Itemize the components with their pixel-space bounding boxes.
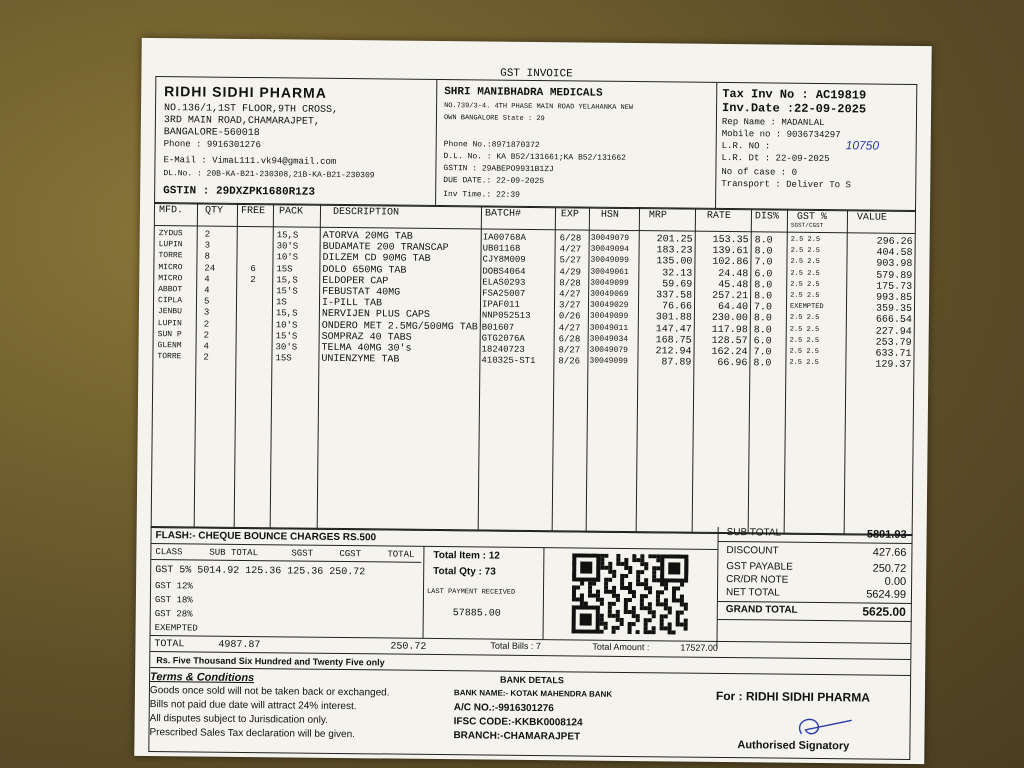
seller-dl: DL.No. : 20B-KA-B21-230308,21B-KA-B21-230309 [163,169,375,181]
cell-desc: UNIENZYME TAB [321,353,400,366]
tax-row-exempted: EXEMPTED [154,623,198,634]
cell-mfd: TORRE [158,251,183,261]
cell-exp: 5/27 [559,255,582,266]
cell-value: 579.89 [876,270,913,282]
cell-gst: 2.5 2.5 [790,280,820,289]
cell-pack: 30'S [275,342,298,353]
cell-dis: 8.0 [753,313,772,325]
cell-mrp: 32.13 [662,267,693,280]
rep-name: Rep Name : MADANLAL [721,116,825,129]
cell-rate: 24.48 [718,268,749,280]
cell-desc: ATORVA 20MG TAB [322,230,413,243]
cell-desc: BUDAMATE 200 TRANSCAP [322,241,449,255]
inv-no: Tax Inv No : AC19819 [722,86,867,103]
cell-mrp: 201.25 [656,234,693,246]
cell-desc: TELMA 40MG 30's [321,342,412,355]
cell-mrp: 59.69 [662,279,693,291]
items-table [151,202,916,536]
cell-dis: 8.0 [754,291,773,303]
cell-value: 633.71 [875,348,912,360]
cell-mrp: 135.00 [656,256,693,269]
cell-mrp: 301.88 [655,312,692,325]
cell-free: 2 [250,274,256,285]
cell-hsn: 30049099 [590,278,629,288]
cell-rate: 257.21 [712,290,749,303]
col-hsn: HSN [600,209,620,221]
cell-gst: 2.5 2.5 [790,258,820,267]
tax-col-sub: SUB TOTAL [209,547,259,559]
cell-hsn: 30049079 [589,345,628,355]
cell-dis: 7.0 [754,257,773,269]
buyer-gstin: GSTIN : 29ABEPO9931B1ZJ [443,164,554,175]
summary-box [716,527,912,651]
cell-exp: 4/29 [559,266,582,278]
tax-row-12: GST 12% [154,581,193,592]
gst-payable-value: 250.72 [872,562,907,575]
invoice-footer [148,526,912,760]
total-items: Total Item : 12 [433,549,500,562]
lr-no: L.R. NO : [721,140,771,152]
cell-qty: 3 [204,240,211,251]
no-of-case: No of case : 0 [721,166,798,178]
cell-mfd: MICRO [158,262,183,272]
signature-icon [791,712,861,743]
total-bills: Total Bills : 7 [490,640,542,652]
cell-dis: 7.0 [753,302,773,314]
cell-gst: 2.5 2.5 [789,314,820,323]
cell-value: 175.73 [876,281,913,293]
cell-gst: 2.5 2.5 [789,347,819,356]
cell-batch: 410325-ST1 [481,355,536,367]
cell-exp: 4/27 [559,244,582,255]
cell-qty: 24 [204,263,216,274]
seller-addr3: BANGALORE-560018 [163,127,260,140]
cell-mfd: LUPIN [158,240,183,250]
grand-total-value: 5625.00 [862,604,906,619]
col-dis: DIS% [754,211,780,223]
cell-mfd: CIPLA [157,296,183,306]
tax-row-28: GST 28% [154,609,193,620]
cell-mfd: TORRE [157,352,182,362]
cell-mrp: 76.66 [661,301,693,313]
cell-pack: 1S [275,297,287,308]
cell-mfd: SUN P [157,329,182,340]
cell-batch: CJY8M009 [482,254,526,266]
cell-gst: 2.5 2.5 [790,246,821,256]
cell-gst: 2.5 2.5 [789,336,820,345]
cell-pack: 15,S [276,230,299,241]
cell-pack: 30'S [276,241,299,252]
col-free: FREE [240,205,266,218]
cell-dis: 7.0 [753,347,772,359]
col-exp: EXP [560,209,580,221]
cell-rate: 153.35 [712,234,749,247]
cell-desc: FEBUSTAT 40MG [322,286,401,299]
cell-mrp: 337.58 [656,290,693,302]
cell-pack: 15S [275,353,292,364]
cell-qty: 5 [203,296,210,307]
bank-branch: BRANCH:-CHAMARAJPET [453,730,581,743]
cell-mfd: LUPIN [157,318,182,328]
cell-rate: 139.61 [712,246,749,258]
transport: Transport : Deliver To S [721,178,851,191]
tax-col-sgst: SGST [291,548,314,559]
cell-desc: SOMPRAZ 40 TABS [321,331,412,344]
discount-value: 427.66 [872,546,907,559]
col-qty: QTY [204,205,224,217]
qr-code-icon [571,553,690,634]
seller-email: E-Mail : VimaL111.vk94@gmail.com [163,155,337,167]
cell-hsn: 30049099 [589,356,628,367]
cell-mfd: JENBU [157,307,182,317]
cell-pack: 15,S [276,275,298,286]
tax-total-gst: 250.72 [390,641,427,653]
cell-desc: ONDERO MET 2.5MG/500MG TAB [321,320,478,334]
tax-row-5: GST 5% 5014.92 125.36 125.36 250.72 [155,565,366,579]
cell-gst: 2.5 2.5 [790,269,820,278]
crdr-note-value: 0.00 [884,575,907,588]
cell-desc: ELDOPER CAP [322,275,389,288]
cell-dis: 8.0 [753,358,772,370]
cell-qty: 2 [203,330,210,341]
cell-rate: 66.96 [717,358,748,370]
crdr-note-label: CR/DR NOTE [726,574,789,586]
cell-mrp: 212.94 [655,346,692,358]
cell-rate: 102.86 [712,257,749,269]
cell-rate: 117.98 [711,324,748,336]
cell-qty: 2 [203,319,210,330]
cell-batch: FSA25007 [482,288,526,299]
terms-line-4: Prescribed Sales Tax declaration will be given. [149,727,356,741]
tax-col-cgst: CGST [339,548,362,560]
cell-desc: DOLO 650MG TAB [322,264,407,277]
cell-free: 6 [250,263,256,274]
terms-title: Terms & Conditions [150,671,255,685]
buyer-phone: Phone No.:8971870372 [443,140,540,151]
cell-value: 903.98 [876,258,913,271]
cell-mrp: 147.47 [655,323,692,336]
col-batch: BATCH# [484,208,522,220]
cell-pack: 10'S [275,319,298,331]
cell-mfd: ABBOT [158,285,183,295]
cell-hsn: 30049099 [589,311,629,322]
flash-note: FLASH:- CHEQUE BOUNCE CHARGES RS.500 [155,530,377,544]
cell-rate: 162.24 [711,346,748,359]
cell-hsn: 30049061 [590,267,629,277]
col-mfd: MFD. [158,205,184,217]
col-mrp: MRP [648,210,668,222]
cell-dis: 8.0 [754,235,773,247]
cell-value: 296.26 [876,236,913,248]
cell-exp: 0/26 [558,311,581,322]
cell-exp: 8/27 [558,345,581,356]
cell-value: 404.58 [876,247,913,260]
col-pack: PACK [278,206,304,218]
tax-col-total: TOTAL [387,549,415,560]
cell-dis: 6.0 [753,336,772,348]
cell-batch: IPAF011 [481,299,520,311]
cell-value: 253.79 [875,337,912,349]
net-total-value: 5624.99 [866,588,907,601]
cell-mfd: GLENM [157,341,182,351]
terms-line-3: All disputes subject to Jurisdication only. [149,713,328,726]
cell-exp: 6/28 [559,233,582,244]
cell-qty: 4 [204,274,210,285]
cell-batch: IA00768A [482,232,526,243]
cell-hsn: 30049034 [589,334,629,344]
cell-batch: ELAS0293 [482,277,526,288]
cell-value: 359.35 [875,303,913,316]
cell-gst: 2.5 2.5 [790,291,820,300]
cell-qty: 4 [204,285,210,296]
sign-for: For : RIDHI SIDHI PHARMA [715,688,870,705]
cell-exp: 8/28 [559,278,581,289]
buyer-addr2: OWN BANGALORE State : 29 [443,114,545,124]
cell-rate: 230.00 [711,313,748,325]
cell-gst: 2.5 2.5 [790,235,821,244]
cell-dis: 8.0 [754,280,773,292]
total-amount-label: Total Amount : [592,641,650,653]
mobile-no: Mobile no : 9036734297 [721,128,841,141]
col-gst-sub: SGST/CGST [790,221,824,230]
cell-batch: NNP052513 [481,310,531,322]
buyer-addr1: NO.739/3-4. 4TH PHASE MAIN ROAD YELAHANKA NEW [444,102,634,113]
cell-gst: 2.5 2.5 [789,325,820,334]
cell-hsn: 30049029 [589,300,629,311]
tax-total-sub: 4987.87 [218,639,261,652]
total-amount-value: 17527.00 [680,642,719,653]
invoice-header [154,76,917,212]
cell-dis: 8.0 [753,324,772,337]
lr-date: L.R. Dt : 22-09-2025 [721,152,830,165]
col-rate: RATE [706,210,732,223]
cell-exp: 4/27 [559,289,581,300]
cell-batch: GTG2076A [481,333,525,344]
col-value: VALUE [856,212,888,224]
tax-col-class: CLASS [155,547,183,558]
cell-desc: NERVIJEN PLUS CAPS [321,309,430,322]
cell-hsn: 30049079 [590,233,630,243]
cell-batch: B01607 [481,322,515,333]
inv-date: Inv.Date :22-09-2025 [722,100,867,117]
cell-pack: 15'S [276,286,298,297]
cell-value: 227.94 [875,326,912,338]
cell-desc: I-PILL TAB [321,297,383,310]
gst-payable-label: GST PAYABLE [726,561,793,573]
cell-dis: 6.0 [754,268,773,281]
col-description: DESCRIPTION [332,206,400,219]
net-total-label: NET TOTAL [725,587,780,599]
bank-acc: A/C NO.:-9916301276 [453,702,554,715]
seller-name: RIDHI SIDHI PHARMA [164,83,327,101]
cell-gst: EXEMPTED [789,302,824,312]
cell-desc: DILZEM CD 90MG TAB [322,253,431,266]
buyer-due-date: DUE DATE.: 22-09-2025 [443,176,545,187]
cell-rate: 64.40 [717,302,749,314]
cell-qty: 4 [203,341,210,352]
cell-dis: 8.0 [754,246,773,258]
buyer-dl: D.L. No. : KA B52/131661;KA B52/131662 [443,152,627,163]
cell-batch: UB01168 [482,243,521,255]
amount-in-words: Rs. Five Thousand Six Hundred and Twenty Five only [156,655,385,668]
discount-label: DISCOUNT [726,545,779,557]
terms-line-1: Goods once sold will not be taken back or exchanged. [149,685,390,699]
cell-value: 666.54 [875,314,912,327]
cell-pack: 10'S [276,252,299,263]
cell-batch: 18240723 [481,344,525,355]
last-payment-value: 57885.00 [452,608,501,620]
bank-name: BANK NAME:- KOTAK MAHENDRA BANK [453,688,613,699]
sub-total-value: 5801.93 [866,528,907,541]
cell-gst: 2.5 2.5 [789,358,819,368]
cell-hsn: 30049011 [589,323,629,333]
cell-hsn: 30049094 [590,244,630,255]
buyer-inv-time: Inv Time.: 22:39 [443,190,521,200]
cell-qty: 2 [204,229,211,240]
tax-total-label: TOTAL [154,639,185,651]
bank-title: BANK DETALS [500,674,564,686]
cell-exp: 6/28 [558,334,581,345]
cell-exp: 8/26 [558,356,581,367]
cell-value: 129.37 [875,359,912,372]
cell-hsn: 30049099 [590,255,629,266]
cell-exp: 3/27 [558,300,581,311]
cell-mrp: 168.75 [655,335,692,347]
tax-row-18: GST 18% [154,595,193,606]
handwritten-note: 10750 [845,138,880,153]
cell-value: 993.85 [876,292,913,304]
cell-qty: 8 [204,251,210,262]
terms-line-2: Bills not paid due date will attract 24% interest. [149,699,357,713]
cell-mfd: ZYDUS [158,229,183,239]
cell-mrp: 183.23 [656,245,693,257]
sub-total-label: SUB TOTAL [726,527,782,539]
cell-qty: 2 [203,352,209,363]
cell-pack: 15'S [275,331,298,342]
cell-exp: 4/27 [558,322,581,334]
doc-title: GST INVOICE [500,67,573,81]
cell-pack: 15S [276,263,293,275]
seller-addr2: 3RD MAIN ROAD,CHAMARAJPET, [163,115,320,128]
seller-gstin: GSTIN : 29DXZPK1680R1Z3 [163,185,316,199]
cell-mrp: 87.89 [661,357,692,369]
cell-qty: 3 [203,307,210,318]
buyer-name: SHRI MANIBHADRA MEDICALS [444,86,603,100]
invoice-paper [134,38,931,764]
grand-total-label: GRAND TOTAL [725,604,798,616]
col-gst: GST % [796,211,828,224]
cell-pack: 15,S [275,308,298,319]
seller-phone: Phone : 9916301276 [163,139,261,151]
seller-addr1: NO.136/1,1ST FLOOR,9TH CROSS, [163,103,339,116]
bank-ifsc: IFSC CODE:-KKBK0008124 [453,716,583,729]
last-payment-label: LAST PAYMENT RECEIVED [426,587,516,597]
total-qty: Total Qty : 73 [433,565,496,578]
cell-batch: DOBS4064 [482,266,526,277]
cell-rate: 45.48 [718,279,749,292]
cell-mfd: MICRO [158,273,183,284]
cell-hsn: 30049069 [590,289,629,299]
cell-rate: 128.57 [711,335,748,348]
authorised-signatory: Authorised Signatory [737,739,850,753]
